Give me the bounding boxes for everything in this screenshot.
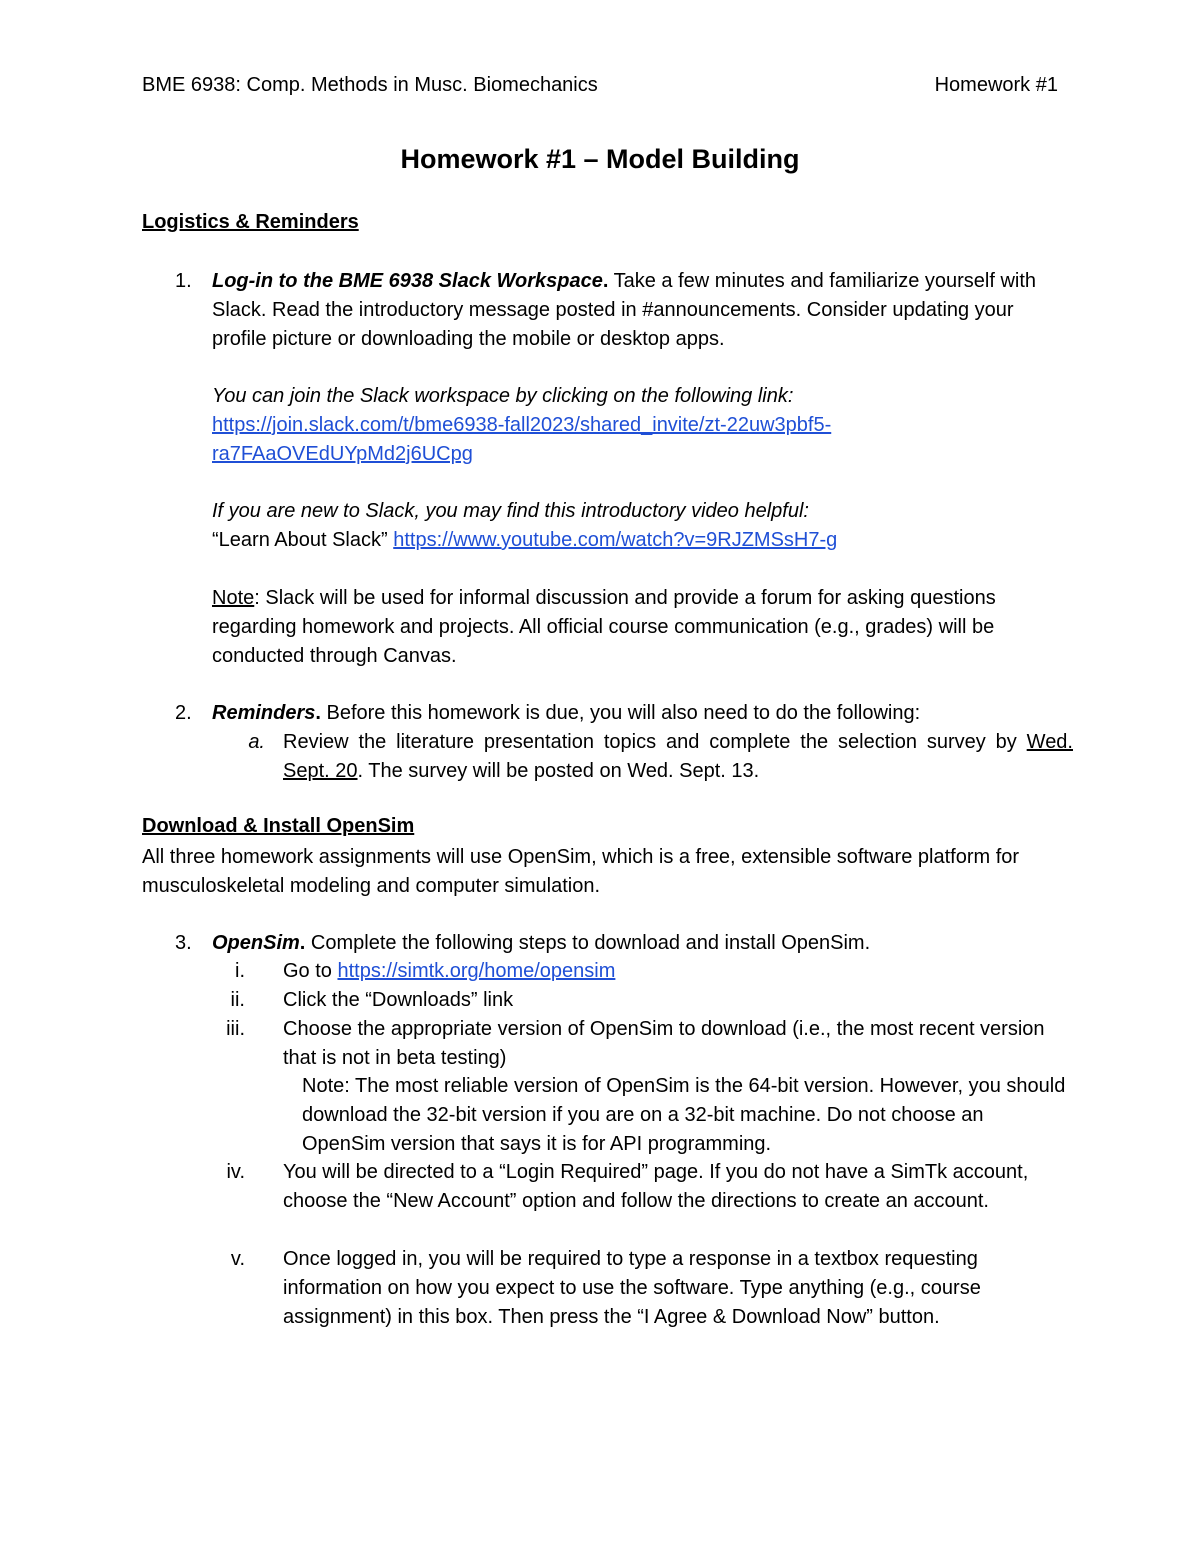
step-text: You will be directed to a “Login Required” page. If you do not have a SimTk account, choose the “New Account” option and follow the directions to create an account. xyxy=(283,1161,1029,1212)
sub-item-marker: a. xyxy=(248,731,265,753)
slack-join-link[interactable] xyxy=(212,411,1072,469)
item-number: 3. xyxy=(175,932,192,954)
item-number: 1. xyxy=(175,270,192,292)
sub-item-a-text: Review the literature presentation topics and complete the selection survey by Wed. Sept. 20. The survey will be posted on Wed. Sept. 13. xyxy=(283,731,1073,782)
slack-video-prompt: If you are new to Slack, you may find this introductory video helpful: xyxy=(212,500,809,522)
item-1-text: Take a few minutes and familiarize yourself with Slack. Read the introductory message posted in #announcements. Consider updating your profile picture or downloading the mobile or desktop apps. xyxy=(212,270,1037,350)
step-marker: v. xyxy=(230,1248,245,1270)
step-marker: iv. xyxy=(226,1161,245,1183)
slack-join-prompt: You can join the Slack workspace by clicking on the following link: xyxy=(212,385,794,407)
section-heading-download: Download & Install OpenSim xyxy=(142,815,415,837)
header-assignment: Homework #1 xyxy=(934,74,1058,96)
item-1-lead: Log-in to the BME 6938 Slack Workspace xyxy=(212,270,603,292)
item-3-lead: OpenSim xyxy=(212,932,300,954)
page-title: Homework #1 – Model Building xyxy=(400,144,800,174)
step-text: Choose the appropriate version of OpenSim to download (i.e., the most recent version that is not in beta testing) xyxy=(283,1018,1045,1069)
item-3-paragraph: OpenSim. Complete the following steps to download and install OpenSim. xyxy=(212,932,871,954)
slack-join-link-line2[interactable]: ra7FAaOVEdUYpMd2j6UCpg xyxy=(212,443,473,465)
slack-video-line xyxy=(212,526,1072,555)
survey-due-date: Wed. Sept. 20 xyxy=(283,731,1073,782)
step-text: Once logged in, you will be required to type a response in a textbox requesting information on how you expect to use the software. Type anything (e.g., course assignment) in this box. Then press the “I Agree & Download Now” button. xyxy=(283,1248,981,1328)
step-marker: i. xyxy=(235,960,245,982)
header-course: BME 6938: Comp. Methods in Musc. Biomechanics xyxy=(142,74,598,96)
step-text: Click the “Downloads” link xyxy=(283,989,514,1011)
slack-video-link[interactable]: https://www.youtube.com/watch?v=9RJZMSsH7-g xyxy=(393,529,838,551)
slack-note-label: Note xyxy=(212,587,255,609)
item-2-lead: Reminders xyxy=(212,702,316,724)
opensim-link[interactable]: https://simtk.org/home/opensim xyxy=(337,960,616,982)
section-2-intro: All three homework assignments will use OpenSim, which is a free, extensible software platform for musculoskeletal modeling and computer simulation. xyxy=(142,846,1020,897)
section-heading-logistics: Logistics & Reminders xyxy=(142,211,359,233)
step-text: Go to https://simtk.org/home/opensim xyxy=(283,960,616,982)
step-marker: ii. xyxy=(230,989,245,1011)
item-1-paragraph: Log-in to the BME 6938 Slack Workspace. Take a few minutes and familiarize yourself with Slack. Read the introductory message posted in #announcements. Consider updating your profile picture or downloading the mobile or desktop apps. xyxy=(212,270,1037,350)
slack-join-link-line1[interactable]: https://join.slack.com/t/bme6938-fall2023/shared_invite/zt-22uw3pbf5- xyxy=(212,414,832,436)
item-3-text: Complete the following steps to download and install OpenSim. xyxy=(305,932,871,954)
item-number: 2. xyxy=(175,702,192,724)
item-2-text: Before this homework is due, you will also need to do the following: xyxy=(320,702,921,724)
slack-video-label: “Learn About Slack” xyxy=(212,529,394,551)
version-note: Note: The most reliable version of OpenSim is the 64-bit version. However, you should download the 32-bit version if you are on a 32-bit machine. Do not choose an OpenSim version that says it is for API programming. xyxy=(302,1075,1066,1155)
slack-note-text: : Slack will be used for informal discussion and provide a forum for asking questions regarding homework and projects. All official course communication (e.g., grades) will be conducted through Canvas. xyxy=(212,587,996,667)
slack-note-paragraph xyxy=(212,584,1072,671)
step-marker: iii. xyxy=(226,1018,245,1040)
item-2-paragraph: Reminders. Before this homework is due, you will also need to do the following: xyxy=(212,702,921,724)
